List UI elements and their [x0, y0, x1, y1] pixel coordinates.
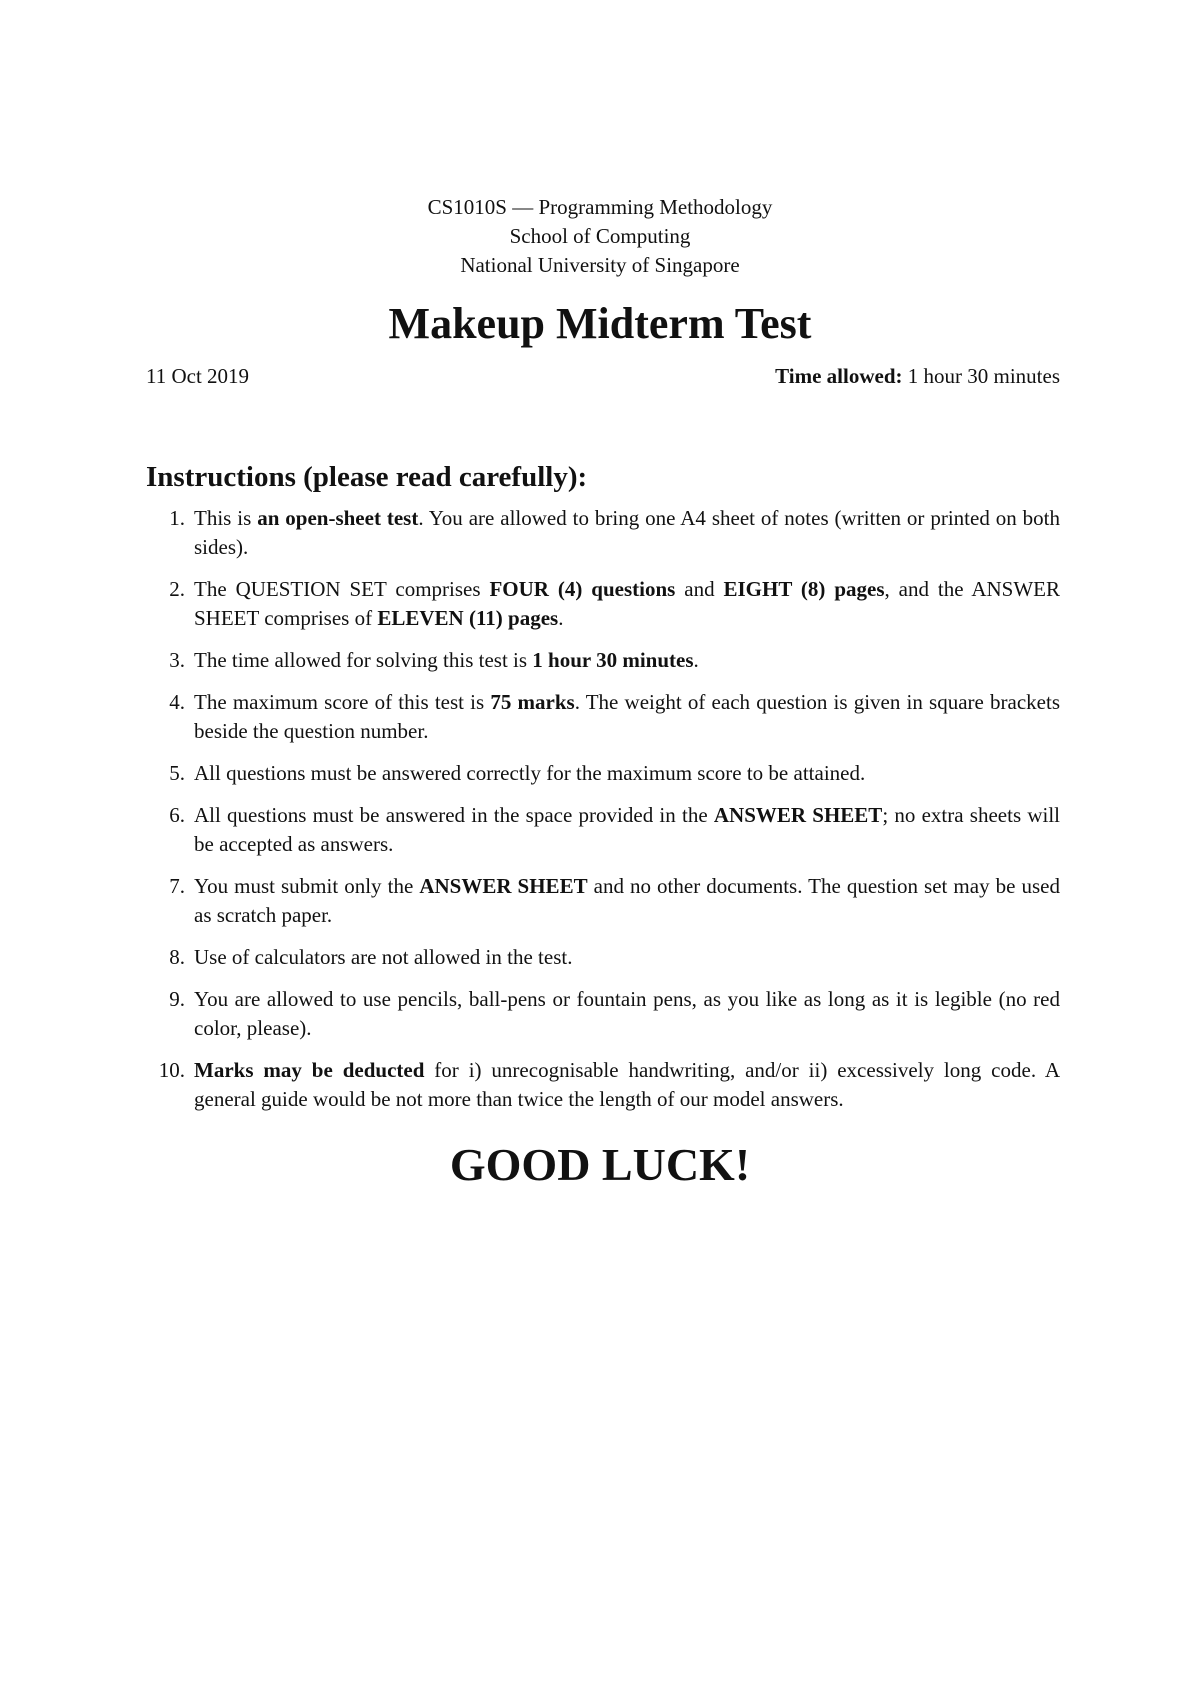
- instruction-number: 1.: [169, 506, 185, 530]
- instruction-segment: ; no extra sheets will be accepted as answers.: [194, 803, 1061, 856]
- instruction-text: [194, 985, 1060, 1043]
- instruction-emphasis: FOUR (4) questions: [489, 577, 676, 601]
- instruction-segment: . You are allowed to bring one A4 sheet of notes (written or printed on both sides).: [194, 506, 1061, 559]
- instruction-text: [194, 801, 1060, 859]
- instruction-number: 10.: [158, 1058, 185, 1082]
- university-name: National University of Singapore: [460, 253, 740, 277]
- instruction-item: [146, 575, 1060, 633]
- instruction-segment: You are allowed to use pencils, ball-pens or fountain pens, as you like as long as it is legible (no red color, please).: [194, 987, 1060, 1040]
- instruction-segment: The time allowed for solving this test is: [194, 648, 533, 672]
- instruction-number: 5.: [169, 761, 185, 785]
- instruction-emphasis: 75 marks: [490, 690, 575, 714]
- instruction-number: 8.: [169, 945, 185, 969]
- instruction-segment: The QUESTION SET comprises: [194, 577, 490, 601]
- instructions-heading: Instructions (please read carefully):: [146, 461, 588, 493]
- instruction-text: [194, 646, 1060, 675]
- instruction-number: 4.: [169, 690, 185, 714]
- instruction-emphasis: EIGHT (8) pages: [723, 577, 885, 601]
- instruction-text: [194, 504, 1060, 562]
- instruction-segment: and: [675, 577, 724, 601]
- instruction-emphasis: Marks may be deducted: [194, 1058, 425, 1082]
- instruction-segment: . The weight of each question is given in square brackets beside the question number.: [194, 690, 1060, 743]
- instruction-text: [194, 575, 1060, 633]
- instruction-segment: Use of calculators are not allowed in the test.: [194, 945, 573, 969]
- instruction-item: [146, 985, 1060, 1043]
- meta-row: [146, 362, 1060, 390]
- course-header: [0, 193, 1200, 280]
- instruction-text: [194, 688, 1060, 746]
- instruction-number: 9.: [169, 987, 185, 1011]
- instruction-number: 6.: [169, 803, 185, 827]
- instruction-segment: .: [693, 648, 699, 672]
- page-title: Makeup Midterm Test: [388, 299, 812, 348]
- instruction-emphasis: ELEVEN (11) pages: [377, 606, 559, 630]
- instruction-item: [146, 1056, 1060, 1114]
- instruction-emphasis: ANSWER SHEET: [713, 803, 883, 827]
- school-name: School of Computing: [509, 224, 691, 248]
- exam-date: 11 Oct 2019: [146, 364, 250, 388]
- time-allowed-value: 1 hour 30 minutes: [902, 364, 1060, 388]
- instruction-segment: You must submit only the: [194, 874, 420, 898]
- instruction-segment: for i) unrecognisable handwriting, and/or ii) excessively long code. A general guide would be not more than twice the length of our model answers.: [194, 1058, 1060, 1111]
- closing-message: GOOD LUCK!: [449, 1139, 751, 1190]
- instruction-item: [146, 688, 1060, 746]
- instruction-item: [146, 872, 1060, 930]
- instruction-item: [146, 801, 1060, 859]
- instruction-number: 2.: [169, 577, 185, 601]
- instruction-emphasis: 1 hour 30 minutes: [532, 648, 694, 672]
- time-allowed: [775, 362, 1060, 390]
- instruction-text: [194, 759, 1060, 788]
- instruction-emphasis: ANSWER SHEET: [419, 874, 588, 898]
- instruction-segment: and no other documents. The question set may be used as scratch paper.: [194, 874, 1060, 927]
- instruction-segment: , and the ANSWER SHEET comprises of: [194, 577, 1061, 630]
- instruction-text: [194, 943, 1060, 972]
- instruction-emphasis: an open-sheet test: [257, 506, 419, 530]
- instruction-segment: All questions must be answered correctly for the maximum score to be attained.: [194, 761, 866, 785]
- instruction-text: [194, 872, 1060, 930]
- instruction-number: 3.: [169, 648, 185, 672]
- instruction-number: 7.: [169, 874, 185, 898]
- instruction-segment: All questions must be answered in the space provided in the: [194, 803, 714, 827]
- instruction-segment: This is: [194, 506, 258, 530]
- instruction-item: [146, 943, 1060, 972]
- instruction-segment: The maximum score of this test is: [194, 690, 491, 714]
- instructions-list: [146, 504, 1060, 1127]
- time-allowed-label: Time allowed:: [775, 364, 903, 388]
- course-name: CS1010S — Programming Methodology: [427, 195, 773, 219]
- instruction-item: [146, 646, 1060, 675]
- instruction-item: [146, 504, 1060, 562]
- instruction-text: [194, 1056, 1060, 1114]
- instruction-item: [146, 759, 1060, 788]
- instruction-segment: .: [558, 606, 564, 630]
